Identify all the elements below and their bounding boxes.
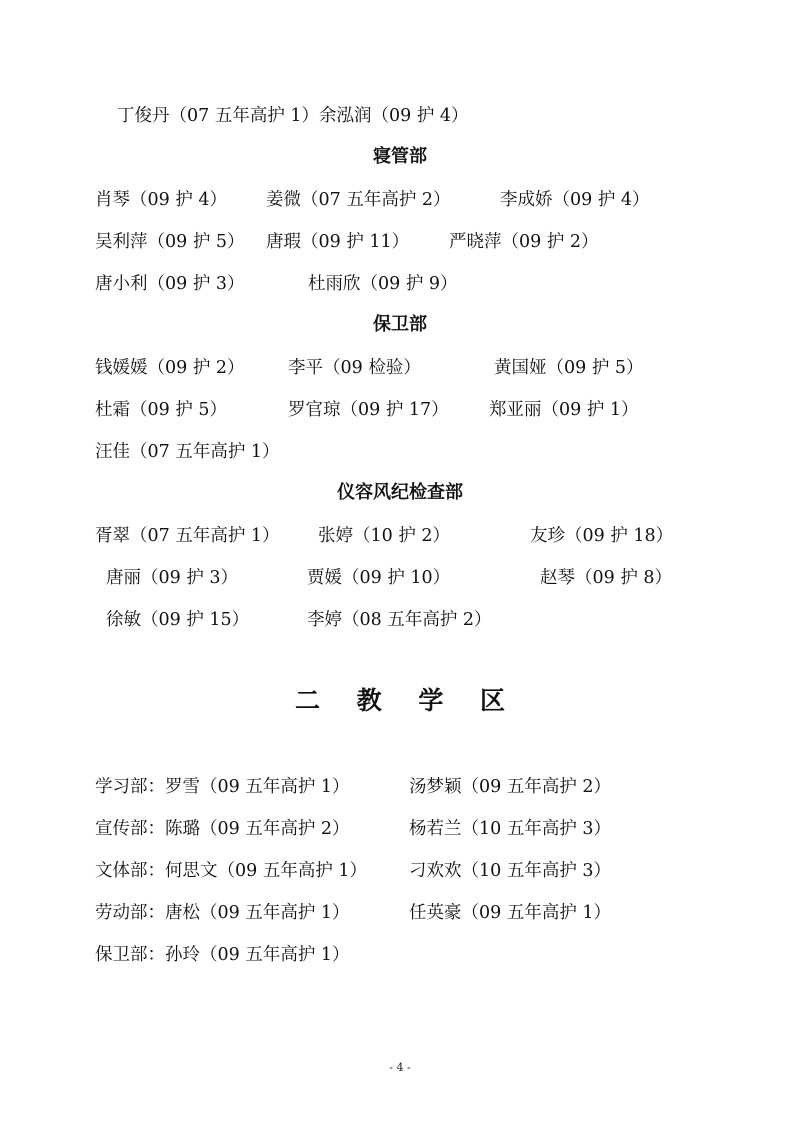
department-entry: 学习部：罗雪（09 五年高护 1） [95,777,350,797]
member-entry: 杜雨欣（09 护 9） [308,274,458,294]
member-entry: 黄国娅（09 护 5） [494,358,644,378]
dorm-row [0,227,800,257]
member-entry: 吴利萍（09 护 5） [95,232,245,252]
member-entry: 李婷（08 五年高护 2） [307,610,492,630]
member-entry: 任英豪（09 五年高护 1） [409,903,612,923]
member-entry: 汤梦颖（09 五年高护 2） [409,777,612,797]
member-entry: 张婷（10 护 2） [318,526,451,546]
security-row [0,437,800,467]
etiquette-row [0,605,800,635]
member-entry: 唐瑕（09 护 11） [266,232,410,252]
etiquette-row [0,521,800,551]
member-entry: 钱媛媛（09 护 2） [95,358,245,378]
member-entry: 杜霜（09 护 5） [95,400,228,420]
member-entry: 刁欢欢（10 五年高护 3） [409,861,612,881]
member-entry: 徐敏（09 护 15） [106,610,250,630]
member-entry: 贾媛（09 护 10） [307,568,451,588]
member-entry: 杨若兰（10 五年高护 3） [409,819,612,839]
department-entry: 文体部：何思文（09 五年高护 1） [95,861,368,881]
teaching-row [0,898,800,928]
etiquette-row [0,563,800,593]
member-entry: 肖琴（09 护 4） [95,190,228,210]
member-entry: 李成娇（09 护 4） [500,190,650,210]
member-entry: 唐小利（09 护 3） [95,274,245,294]
security-row [0,395,800,425]
teaching-area-title: 二 教 学 区 [294,686,520,715]
department-entry: 宣传部：陈璐（09 五年高护 2） [95,819,350,839]
department-entry: 劳动部：唐松（09 五年高护 1） [95,903,350,923]
member-entry: 胥翠（07 五年高护 1） [95,526,280,546]
dorm-row [0,269,800,299]
department-entry: 保卫部：孙玲（09 五年高护 1） [95,945,350,965]
member-entry: 罗官琼（09 护 17） [288,400,449,420]
member-entry: 姜微（07 五年高护 2） [266,190,451,210]
member-entry: 唐丽（09 护 3） [106,568,239,588]
teaching-row [0,940,800,970]
member-entry: 汪佳（07 五年高护 1） [95,442,280,462]
teaching-row [0,772,800,802]
security-section-title: 保卫部 [373,314,427,335]
teaching-row [0,856,800,886]
dorm-section-title: 寝管部 [373,146,427,167]
teaching-row [0,814,800,844]
etiquette-section-title: 仪容风纪检查部 [337,482,463,503]
page-number: - 4 - [389,1061,411,1074]
intro-line [0,101,800,131]
dorm-row [0,185,800,215]
member-entry: 郑亚丽（09 护 1） [489,400,639,420]
member-entry: 友珍（09 护 18） [530,526,674,546]
member-entry: 丁俊丹（07 五年高护 1）余泓润（09 护 4） [117,106,469,126]
member-entry: 赵琴（09 护 8） [540,568,673,588]
security-row [0,353,800,383]
member-entry: 严晓萍（09 护 2） [449,232,599,252]
member-entry: 李平（09 检验） [288,358,421,378]
